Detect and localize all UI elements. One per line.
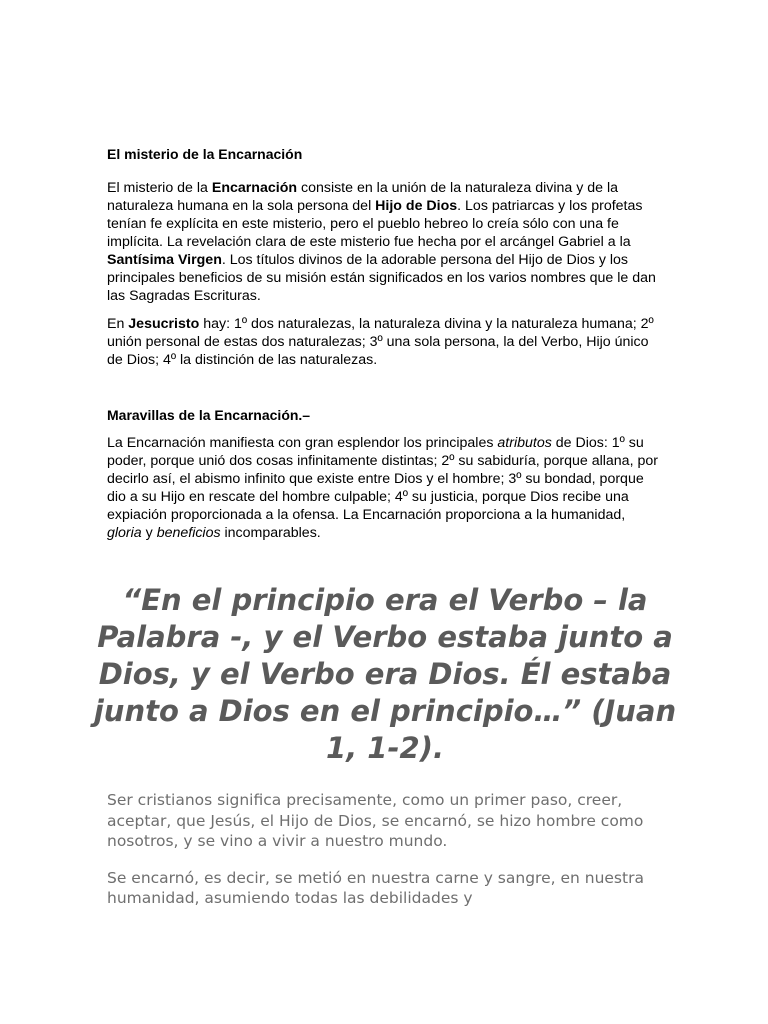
italic-term-atributos: atributos <box>497 435 552 451</box>
text-run: hay: 1º dos naturalezas, la naturaleza divina y la naturaleza humana; 2º unión personal de estas dos naturalezas; 3º una sola persona, la del Verbo, Hijo único de Dios; 4º la distinción de las naturalezas. <box>107 316 654 368</box>
document-page <box>93 146 677 909</box>
text-run: consiste en la unión de la naturaleza divina y de la naturaleza humana en la sola persona del <box>107 180 619 214</box>
paragraph-encarnacion-definicion <box>107 179 663 305</box>
text-run: de Dios: 1º su poder, porque unió dos cosas infinitamente distintas; 2º su sabiduría, porque allana, por decirlo así, el abismo infinito que existe entre Dios y el hombre; 3º su bondad, porque dio a su Hijo en rescate del hombre culpable; 4º su justicia, porque Dios recibe una expiación proporcionada a la ofensa. La Encarnación proporciona a la humanidad, <box>107 435 658 523</box>
bible-quote: “En el principio era el Verbo – la Palabra -, y el Verbo estaba junto a Dios, y el Verbo era Dios. Él estaba junto a Dios en el principio…” (Juan 1, 1-2). <box>93 583 677 765</box>
text-run: incomparables. <box>220 525 321 541</box>
bold-term-santisima-virgen: Santísima Virgen <box>107 252 222 268</box>
bold-term-encarnacion: Encarnación <box>211 180 298 196</box>
paragraph-ser-cristianos: Ser cristianos significa precisamente, como un primer paso, creer, aceptar, que Jesús, el Hijo de Dios, se encarnó, se hizo hombre como nosotros, y se vino a vivir a nuestro mundo. <box>107 791 644 850</box>
section-heading-maravillas: Maravillas de la Encarnación.– <box>107 407 311 423</box>
text-run: El misterio de la <box>107 180 212 196</box>
text-run: y <box>141 525 157 541</box>
paragraph-jesucristo <box>107 315 663 369</box>
text-run: En <box>107 316 129 332</box>
text-run: . Los patriarcas y los profetas tenían fe explícita en este misterio, pero el pueblo hebreo lo creía sólo con una fe implícita. La revelación clara de este misterio fue hecha por el arcángel Gabriel a la <box>107 198 643 250</box>
text-run: . Los títulos divinos de la adorable persona del Hijo de Dios y los principales beneficios de su misión están significados en los varios nombres que le dan las Sagradas Escrituras. <box>107 252 656 304</box>
paragraph-maravillas <box>107 434 663 542</box>
italic-term-beneficios: beneficios <box>156 525 221 541</box>
section-heading-encarnacion: El misterio de la Encarnación <box>107 146 303 162</box>
paragraph-se-encarno: Se encarnó, es decir, se metió en nuestra carne y sangre, en nuestra humanidad, asumiendo todas las debilidades y <box>107 868 644 907</box>
text-run: La Encarnación manifiesta con gran esplendor los principales <box>107 435 498 451</box>
italic-term-gloria: gloria <box>107 525 142 541</box>
bold-term-hijo-de-dios: Hijo de Dios <box>375 198 458 214</box>
bold-term-jesucristo: Jesucristo <box>128 316 200 332</box>
